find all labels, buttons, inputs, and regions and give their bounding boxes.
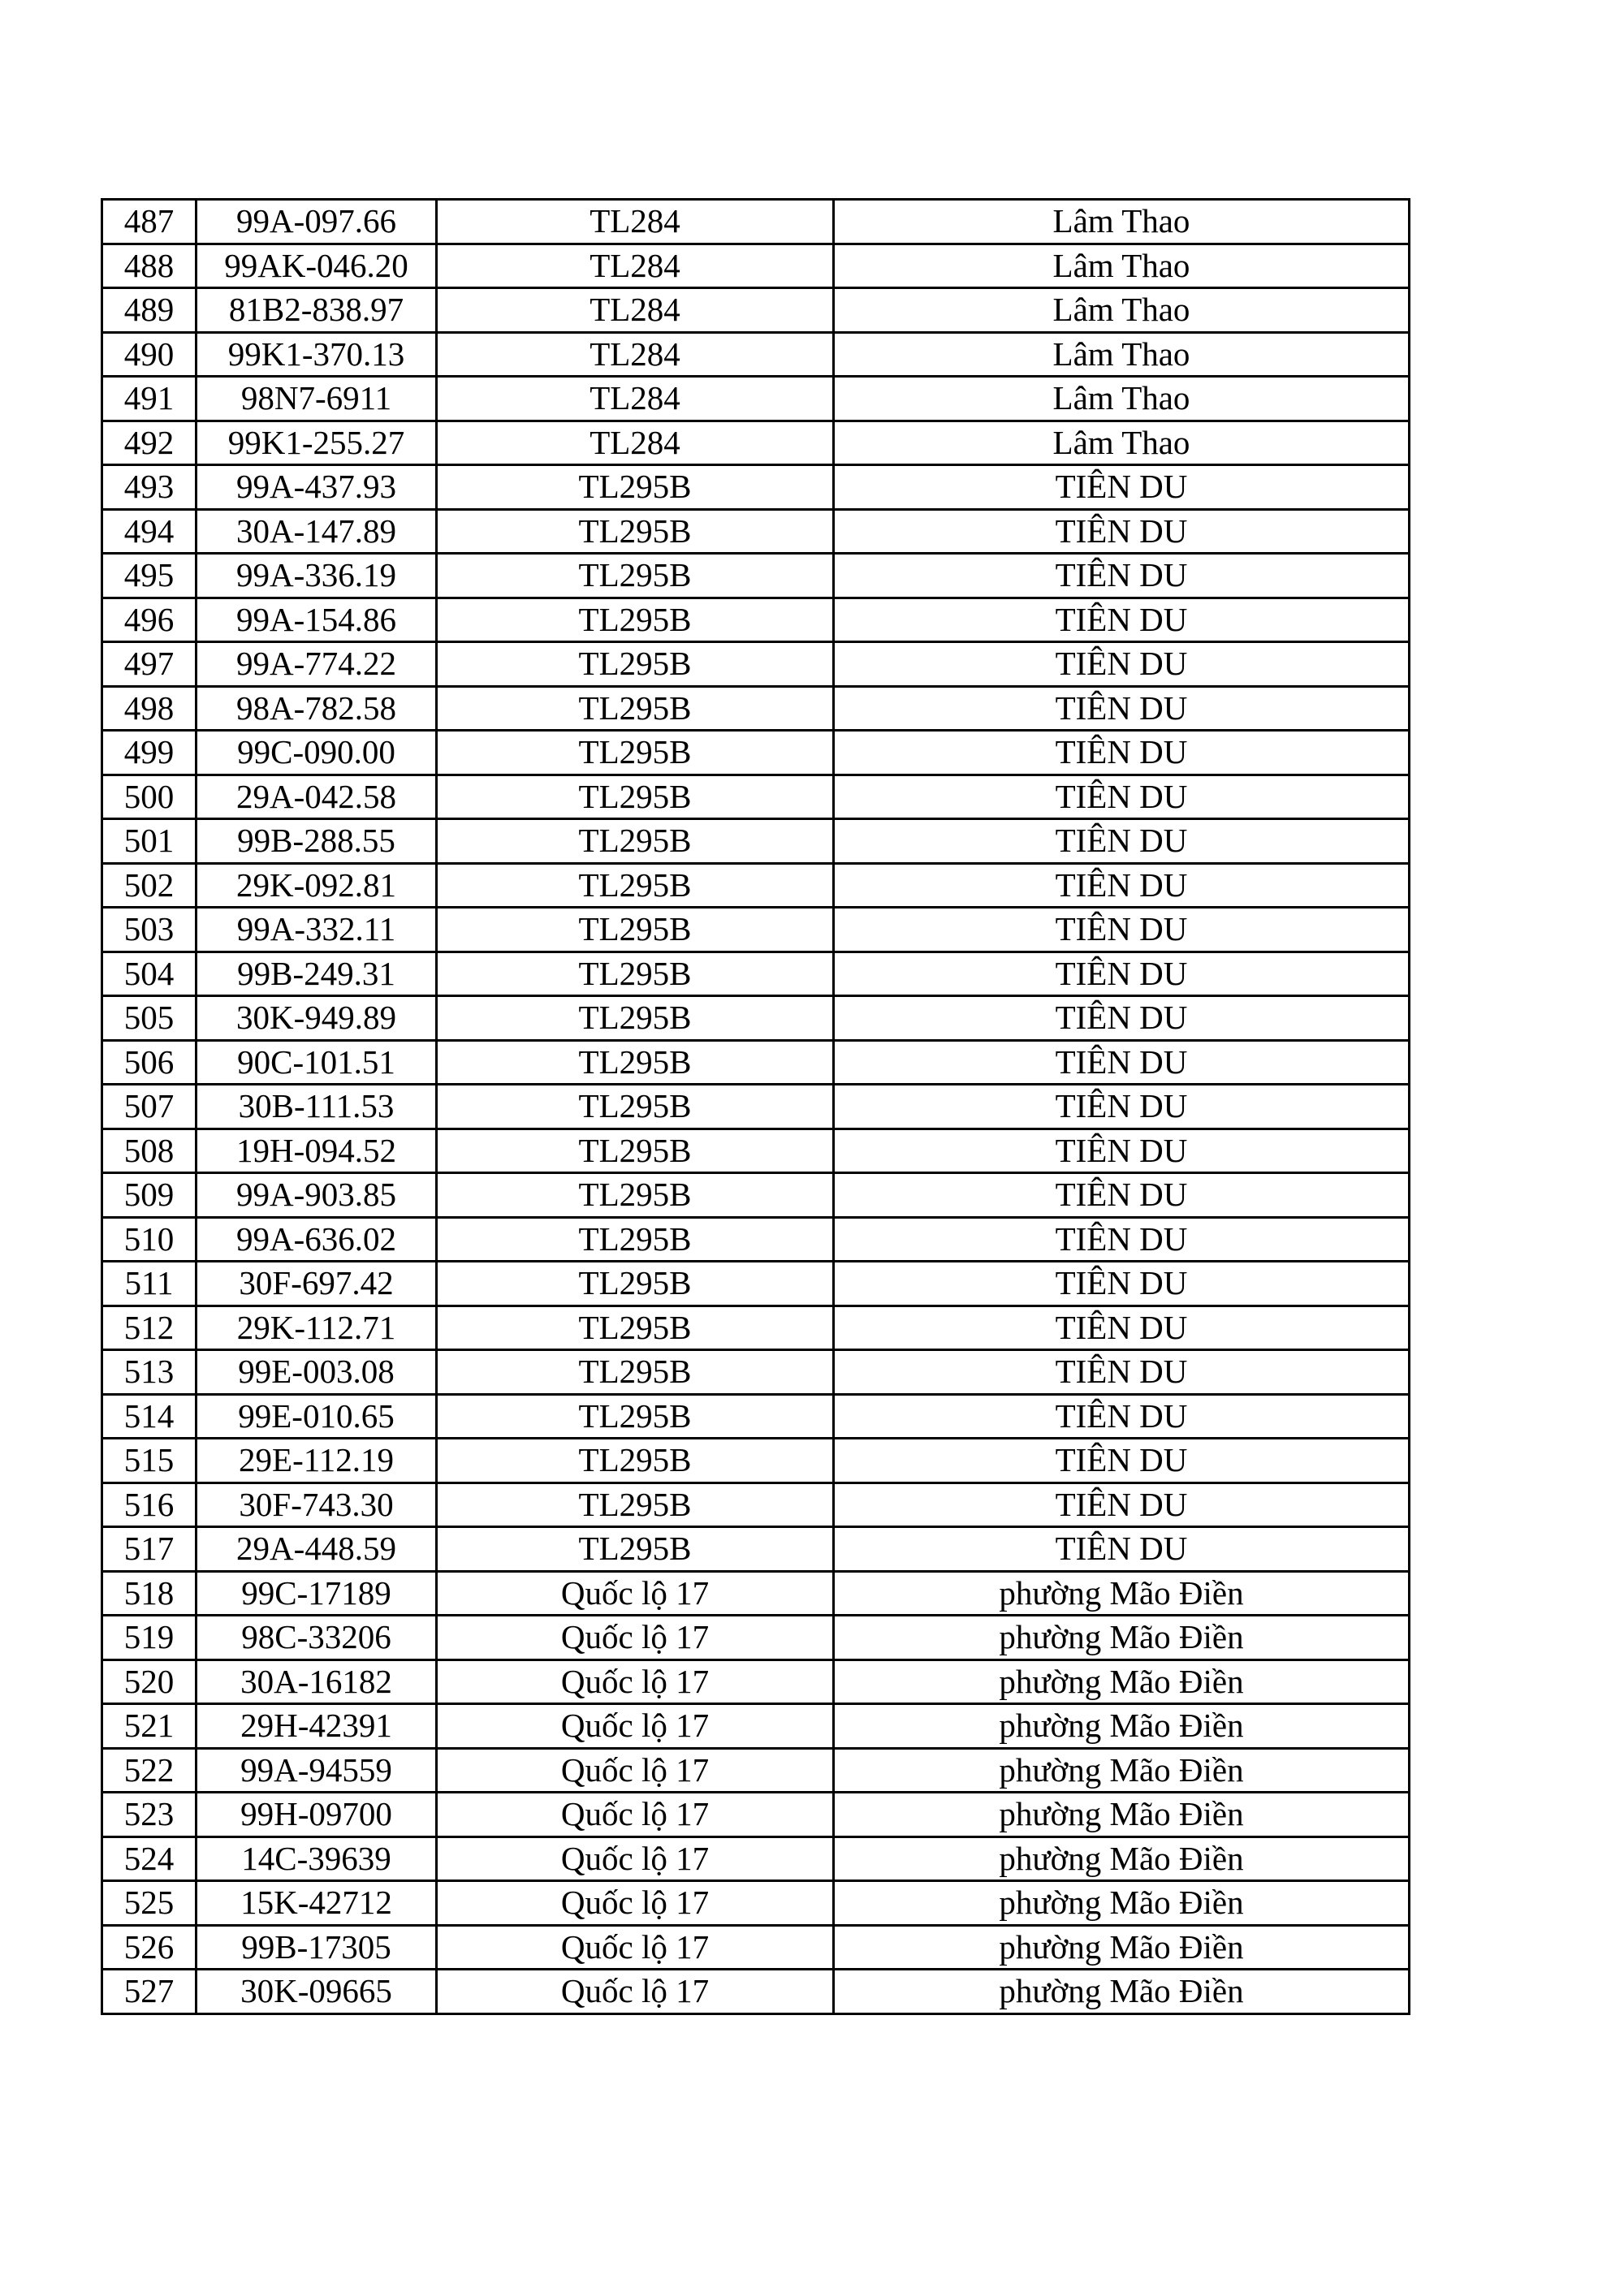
license-plate-cell: 98C-33206 bbox=[197, 1616, 437, 1660]
road-cell: TL295B bbox=[437, 1439, 834, 1483]
area-cell: TIÊN DU bbox=[834, 775, 1410, 819]
area-cell: phường Mão Điền bbox=[834, 1748, 1410, 1793]
road-cell: TL295B bbox=[437, 1217, 834, 1262]
road-cell: TL295B bbox=[437, 1394, 834, 1439]
row-number-cell: 518 bbox=[102, 1571, 197, 1616]
road-cell: TL295B bbox=[437, 731, 834, 775]
license-plate-cell: 29K-112.71 bbox=[197, 1306, 437, 1350]
table-row bbox=[102, 1085, 1410, 1129]
area-cell: TIÊN DU bbox=[834, 1482, 1410, 1527]
road-cell: Quốc lộ 17 bbox=[437, 1659, 834, 1704]
table-row bbox=[102, 1439, 1410, 1483]
table-row bbox=[102, 421, 1410, 465]
road-cell: Quốc lộ 17 bbox=[437, 1881, 834, 1926]
table-row bbox=[102, 908, 1410, 952]
area-cell: phường Mão Điền bbox=[834, 1925, 1410, 1970]
row-number-cell: 495 bbox=[102, 554, 197, 598]
row-number-cell: 514 bbox=[102, 1394, 197, 1439]
license-plate-cell: 30K-09665 bbox=[197, 1970, 437, 2014]
row-number-cell: 504 bbox=[102, 952, 197, 996]
table-row bbox=[102, 1704, 1410, 1749]
area-cell: TIÊN DU bbox=[834, 819, 1410, 864]
license-plate-cell: 99A-636.02 bbox=[197, 1217, 437, 1262]
table-body bbox=[102, 200, 1410, 2014]
license-plate-cell: 15K-42712 bbox=[197, 1881, 437, 1926]
row-number-cell: 511 bbox=[102, 1262, 197, 1306]
road-cell: TL295B bbox=[437, 775, 834, 819]
license-plate-cell: 99A-336.19 bbox=[197, 554, 437, 598]
area-cell: phường Mão Điền bbox=[834, 1659, 1410, 1704]
row-number-cell: 525 bbox=[102, 1881, 197, 1926]
road-cell: TL284 bbox=[437, 200, 834, 244]
license-plate-cell: 99AK-046.20 bbox=[197, 244, 437, 288]
road-cell: Quốc lộ 17 bbox=[437, 1571, 834, 1616]
area-cell: TIÊN DU bbox=[834, 1173, 1410, 1218]
table-row bbox=[102, 1925, 1410, 1970]
table-row bbox=[102, 1571, 1410, 1616]
area-cell: TIÊN DU bbox=[834, 1262, 1410, 1306]
area-cell: TIÊN DU bbox=[834, 509, 1410, 554]
table-row bbox=[102, 509, 1410, 554]
area-cell: Lâm Thao bbox=[834, 421, 1410, 465]
table-row bbox=[102, 200, 1410, 244]
row-number-cell: 502 bbox=[102, 863, 197, 908]
area-cell: TIÊN DU bbox=[834, 1439, 1410, 1483]
table-row bbox=[102, 288, 1410, 333]
road-cell: Quốc lộ 17 bbox=[437, 1925, 834, 1970]
row-number-cell: 487 bbox=[102, 200, 197, 244]
license-plate-cell: 99C-090.00 bbox=[197, 731, 437, 775]
road-cell: TL284 bbox=[437, 377, 834, 421]
road-cell: TL295B bbox=[437, 863, 834, 908]
table-row bbox=[102, 1659, 1410, 1704]
row-number-cell: 498 bbox=[102, 686, 197, 731]
license-plate-cell: 81B2-838.97 bbox=[197, 288, 437, 333]
road-cell: TL284 bbox=[437, 332, 834, 377]
table-row bbox=[102, 775, 1410, 819]
table-row bbox=[102, 332, 1410, 377]
table-row bbox=[102, 1616, 1410, 1660]
license-plate-cell: 19H-094.52 bbox=[197, 1129, 437, 1173]
license-plate-cell: 99E-010.65 bbox=[197, 1394, 437, 1439]
row-number-cell: 508 bbox=[102, 1129, 197, 1173]
area-cell: phường Mão Điền bbox=[834, 1571, 1410, 1616]
license-plate-cell: 14C-39639 bbox=[197, 1836, 437, 1881]
area-cell: TIÊN DU bbox=[834, 908, 1410, 952]
road-cell: TL295B bbox=[437, 1129, 834, 1173]
row-number-cell: 491 bbox=[102, 377, 197, 421]
table-row bbox=[102, 1881, 1410, 1926]
table-row bbox=[102, 1040, 1410, 1085]
road-cell: TL295B bbox=[437, 642, 834, 687]
area-cell: TIÊN DU bbox=[834, 1129, 1410, 1173]
road-cell: TL284 bbox=[437, 421, 834, 465]
road-cell: TL295B bbox=[437, 1527, 834, 1572]
area-cell: Lâm Thao bbox=[834, 200, 1410, 244]
road-cell: TL295B bbox=[437, 1262, 834, 1306]
area-cell: TIÊN DU bbox=[834, 1040, 1410, 1085]
road-cell: TL295B bbox=[437, 465, 834, 510]
area-cell: TIÊN DU bbox=[834, 996, 1410, 1041]
table-row bbox=[102, 952, 1410, 996]
road-cell: Quốc lộ 17 bbox=[437, 1970, 834, 2014]
road-cell: TL295B bbox=[437, 908, 834, 952]
road-cell: TL295B bbox=[437, 686, 834, 731]
table-row bbox=[102, 686, 1410, 731]
area-cell: Lâm Thao bbox=[834, 332, 1410, 377]
road-cell: TL295B bbox=[437, 819, 834, 864]
license-plate-cell: 30F-743.30 bbox=[197, 1482, 437, 1527]
row-number-cell: 509 bbox=[102, 1173, 197, 1218]
table-row bbox=[102, 642, 1410, 687]
license-plate-cell: 99H-09700 bbox=[197, 1793, 437, 1837]
license-plate-cell: 30F-697.42 bbox=[197, 1262, 437, 1306]
table-row bbox=[102, 1748, 1410, 1793]
license-plate-cell: 99K1-370.13 bbox=[197, 332, 437, 377]
license-plate-cell: 30A-16182 bbox=[197, 1659, 437, 1704]
table-row bbox=[102, 598, 1410, 642]
table-row bbox=[102, 863, 1410, 908]
area-cell: phường Mão Điền bbox=[834, 1970, 1410, 2014]
license-plate-cell: 98N7-6911 bbox=[197, 377, 437, 421]
table-row bbox=[102, 819, 1410, 864]
area-cell: TIÊN DU bbox=[834, 1350, 1410, 1395]
row-number-cell: 520 bbox=[102, 1659, 197, 1704]
license-plate-cell: 99B-288.55 bbox=[197, 819, 437, 864]
area-cell: TIÊN DU bbox=[834, 863, 1410, 908]
license-plate-cell: 99B-249.31 bbox=[197, 952, 437, 996]
area-cell: Lâm Thao bbox=[834, 244, 1410, 288]
area-cell: phường Mão Điền bbox=[834, 1704, 1410, 1749]
license-plate-cell: 29A-448.59 bbox=[197, 1527, 437, 1572]
row-number-cell: 489 bbox=[102, 288, 197, 333]
row-number-cell: 519 bbox=[102, 1616, 197, 1660]
row-number-cell: 523 bbox=[102, 1793, 197, 1837]
road-cell: TL295B bbox=[437, 1482, 834, 1527]
row-number-cell: 506 bbox=[102, 1040, 197, 1085]
row-number-cell: 515 bbox=[102, 1439, 197, 1483]
license-plate-cell: 99A-774.22 bbox=[197, 642, 437, 687]
table-row bbox=[102, 554, 1410, 598]
row-number-cell: 513 bbox=[102, 1350, 197, 1395]
area-cell: Lâm Thao bbox=[834, 377, 1410, 421]
license-plate-cell: 30B-111.53 bbox=[197, 1085, 437, 1129]
license-plate-cell: 99A-154.86 bbox=[197, 598, 437, 642]
road-cell: TL295B bbox=[437, 554, 834, 598]
row-number-cell: 522 bbox=[102, 1748, 197, 1793]
license-plate-cell: 99A-332.11 bbox=[197, 908, 437, 952]
license-plate-cell: 99C-17189 bbox=[197, 1571, 437, 1616]
row-number-cell: 517 bbox=[102, 1527, 197, 1572]
license-plate-cell: 99B-17305 bbox=[197, 1925, 437, 1970]
row-number-cell: 492 bbox=[102, 421, 197, 465]
road-cell: Quốc lộ 17 bbox=[437, 1793, 834, 1837]
area-cell: TIÊN DU bbox=[834, 598, 1410, 642]
road-cell: TL284 bbox=[437, 288, 834, 333]
area-cell: phường Mão Điền bbox=[834, 1793, 1410, 1837]
row-number-cell: 527 bbox=[102, 1970, 197, 2014]
row-number-cell: 521 bbox=[102, 1704, 197, 1749]
table-row bbox=[102, 996, 1410, 1041]
license-plate-cell: 99K1-255.27 bbox=[197, 421, 437, 465]
area-cell: phường Mão Điền bbox=[834, 1881, 1410, 1926]
road-cell: TL284 bbox=[437, 244, 834, 288]
road-cell: TL295B bbox=[437, 1040, 834, 1085]
area-cell: phường Mão Điền bbox=[834, 1616, 1410, 1660]
table-row bbox=[102, 1350, 1410, 1395]
vehicle-records-table bbox=[101, 198, 1410, 2015]
license-plate-cell: 29A-042.58 bbox=[197, 775, 437, 819]
license-plate-cell: 29K-092.81 bbox=[197, 863, 437, 908]
area-cell: TIÊN DU bbox=[834, 1527, 1410, 1572]
table-row bbox=[102, 1394, 1410, 1439]
license-plate-cell: 99A-903.85 bbox=[197, 1173, 437, 1218]
area-cell: TIÊN DU bbox=[834, 731, 1410, 775]
area-cell: TIÊN DU bbox=[834, 465, 1410, 510]
row-number-cell: 494 bbox=[102, 509, 197, 554]
road-cell: Quốc lộ 17 bbox=[437, 1836, 834, 1881]
road-cell: Quốc lộ 17 bbox=[437, 1704, 834, 1749]
table-row bbox=[102, 465, 1410, 510]
table-row bbox=[102, 1262, 1410, 1306]
table-row bbox=[102, 1793, 1410, 1837]
license-plate-cell: 29E-112.19 bbox=[197, 1439, 437, 1483]
road-cell: TL295B bbox=[437, 1306, 834, 1350]
table-row bbox=[102, 1970, 1410, 2014]
table-row bbox=[102, 377, 1410, 421]
table-row bbox=[102, 1527, 1410, 1572]
road-cell: TL295B bbox=[437, 1350, 834, 1395]
row-number-cell: 505 bbox=[102, 996, 197, 1041]
license-plate-cell: 90C-101.51 bbox=[197, 1040, 437, 1085]
road-cell: Quốc lộ 17 bbox=[437, 1616, 834, 1660]
row-number-cell: 490 bbox=[102, 332, 197, 377]
area-cell: TIÊN DU bbox=[834, 554, 1410, 598]
license-plate-cell: 30K-949.89 bbox=[197, 996, 437, 1041]
row-number-cell: 526 bbox=[102, 1925, 197, 1970]
row-number-cell: 516 bbox=[102, 1482, 197, 1527]
row-number-cell: 500 bbox=[102, 775, 197, 819]
license-plate-cell: 29H-42391 bbox=[197, 1704, 437, 1749]
road-cell: TL295B bbox=[437, 1173, 834, 1218]
row-number-cell: 507 bbox=[102, 1085, 197, 1129]
row-number-cell: 496 bbox=[102, 598, 197, 642]
table-row bbox=[102, 244, 1410, 288]
area-cell: phường Mão Điền bbox=[834, 1836, 1410, 1881]
table-row bbox=[102, 1173, 1410, 1218]
row-number-cell: 499 bbox=[102, 731, 197, 775]
row-number-cell: 512 bbox=[102, 1306, 197, 1350]
license-plate-cell: 99E-003.08 bbox=[197, 1350, 437, 1395]
road-cell: TL295B bbox=[437, 1085, 834, 1129]
area-cell: TIÊN DU bbox=[834, 1306, 1410, 1350]
table-row bbox=[102, 1836, 1410, 1881]
row-number-cell: 497 bbox=[102, 642, 197, 687]
road-cell: TL295B bbox=[437, 952, 834, 996]
table-row bbox=[102, 731, 1410, 775]
row-number-cell: 488 bbox=[102, 244, 197, 288]
area-cell: Lâm Thao bbox=[834, 288, 1410, 333]
row-number-cell: 501 bbox=[102, 819, 197, 864]
table-row bbox=[102, 1129, 1410, 1173]
license-plate-cell: 98A-782.58 bbox=[197, 686, 437, 731]
license-plate-cell: 99A-097.66 bbox=[197, 200, 437, 244]
road-cell: Quốc lộ 17 bbox=[437, 1748, 834, 1793]
area-cell: TIÊN DU bbox=[834, 1085, 1410, 1129]
road-cell: TL295B bbox=[437, 509, 834, 554]
row-number-cell: 510 bbox=[102, 1217, 197, 1262]
license-plate-cell: 99A-94559 bbox=[197, 1748, 437, 1793]
area-cell: TIÊN DU bbox=[834, 1217, 1410, 1262]
license-plate-cell: 99A-437.93 bbox=[197, 465, 437, 510]
table-row bbox=[102, 1482, 1410, 1527]
road-cell: TL295B bbox=[437, 996, 834, 1041]
license-plate-cell: 30A-147.89 bbox=[197, 509, 437, 554]
road-cell: TL295B bbox=[437, 598, 834, 642]
area-cell: TIÊN DU bbox=[834, 642, 1410, 687]
table-row bbox=[102, 1217, 1410, 1262]
row-number-cell: 503 bbox=[102, 908, 197, 952]
table-row bbox=[102, 1306, 1410, 1350]
area-cell: TIÊN DU bbox=[834, 952, 1410, 996]
area-cell: TIÊN DU bbox=[834, 1394, 1410, 1439]
row-number-cell: 493 bbox=[102, 465, 197, 510]
row-number-cell: 524 bbox=[102, 1836, 197, 1881]
area-cell: TIÊN DU bbox=[834, 686, 1410, 731]
